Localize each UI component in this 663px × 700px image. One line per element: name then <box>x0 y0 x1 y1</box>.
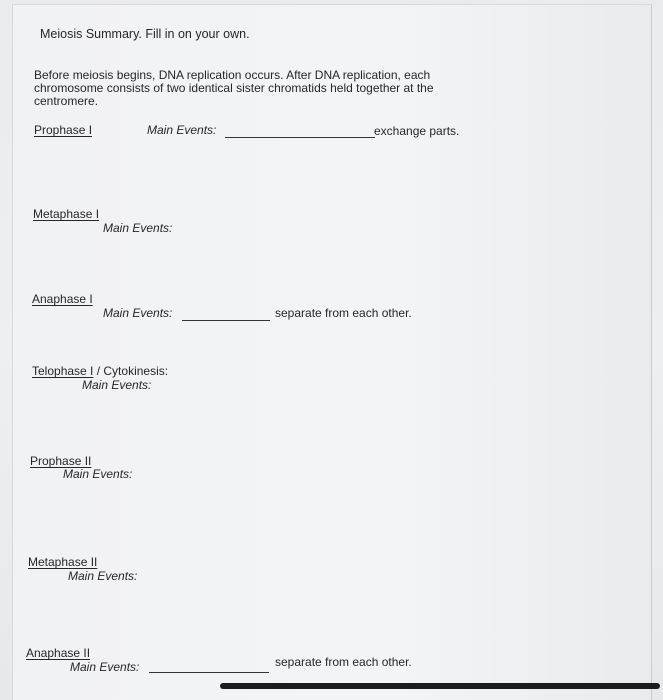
prophase-2-heading: Prophase II <box>30 454 92 468</box>
metaphase-1-main-events-label: Main Events: <box>103 221 173 235</box>
anaphase-1-trailing: separate from each other. <box>275 306 412 320</box>
anaphase-2-trailing: separate from each other. <box>275 655 412 669</box>
anaphase-1-blank[interactable] <box>182 320 270 321</box>
telophase-1-name: Telophase I <box>32 364 94 378</box>
telophase-1-heading <box>32 365 168 378</box>
prophase-1-main-events-label: Main Events: <box>147 123 217 137</box>
prophase-1-heading: Prophase I <box>34 123 93 137</box>
anaphase-1-heading: Anaphase I <box>32 292 93 306</box>
metaphase-2-main-events-label: Main Events: <box>68 569 138 583</box>
intro-line-2: chromosome consists of two identical sister chromatids held together at the <box>34 81 434 95</box>
anaphase-2-blank[interactable] <box>149 672 269 673</box>
prophase-1-blank[interactable] <box>225 137 375 138</box>
bottom-dark-bar <box>220 683 660 689</box>
telophase-1-main-events-label: Main Events: <box>82 378 152 392</box>
worksheet-title: Meiosis Summary. Fill in on your own. <box>40 27 250 41</box>
telophase-1-suffix: / Cytokinesis: <box>93 364 169 378</box>
anaphase-2-main-events-label: Main Events: <box>70 660 140 674</box>
metaphase-2-heading: Metaphase II <box>28 555 98 569</box>
intro-line-3: centromere. <box>34 94 99 108</box>
anaphase-2-heading: Anaphase II <box>26 646 91 660</box>
prophase-2-main-events-label: Main Events: <box>63 467 133 481</box>
anaphase-1-main-events-label: Main Events: <box>103 306 173 320</box>
metaphase-1-heading: Metaphase I <box>33 207 100 221</box>
intro-line-1: Before meiosis begins, DNA replication occurs. After DNA replication, each <box>34 68 431 82</box>
prophase-1-trailing: exchange parts. <box>374 124 460 138</box>
worksheet-sheet <box>12 4 652 700</box>
